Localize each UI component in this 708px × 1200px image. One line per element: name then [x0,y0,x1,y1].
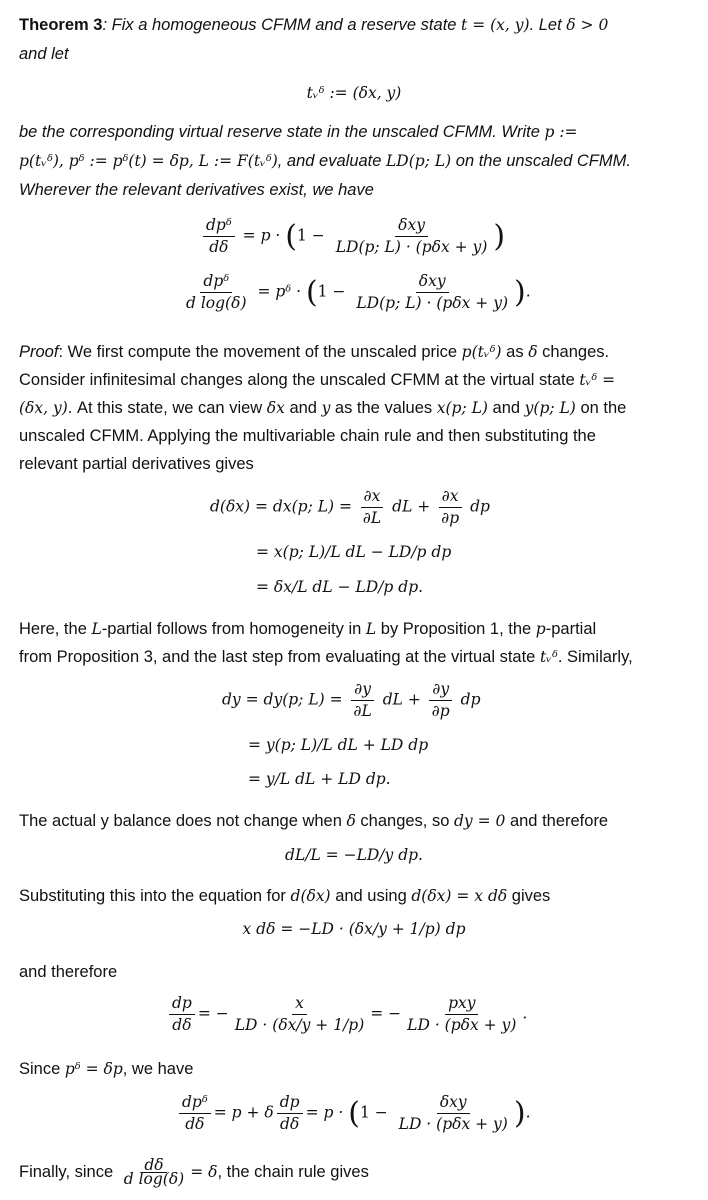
text-run: -partial [545,620,597,638]
fraction [360,487,384,528]
theorem-line-4 [19,147,691,176]
fraction-denominator: LD · (δx/y + 1/p) [234,1016,365,1034]
theorem-line-2: and let [19,45,69,63]
math-inline: dy = 0 [453,812,506,830]
math-inline: d(δx) = x dδ [411,887,508,905]
math-inline: tᵥᵟ = [579,371,616,389]
fraction-denominator: ∂p [431,702,450,720]
text-run: as [501,343,529,361]
fraction-numerator: dpᵟ [203,216,235,237]
math-inline: p := [544,123,578,141]
fraction-numerator: ∂y [351,680,374,701]
fraction [179,1093,211,1134]
math-inline: 1 − [359,1103,388,1122]
math-inline: y(p; L) [524,399,576,417]
equation-dp-dlog [180,272,531,313]
math-inline: LD(p; L) [386,152,452,170]
theorem-line-3 [19,118,691,147]
math-inline: δx [266,399,285,417]
math-inline: δ > 0 [566,16,609,34]
math-inline: = p · [305,1103,349,1122]
text-run: and therefore [505,812,609,830]
text-run: as the values [330,399,437,417]
fraction-numerator: ∂x [439,487,462,508]
fraction-denominator: d log(δ) [186,294,247,312]
text-run: changes. [537,343,610,361]
equation-dy [222,680,481,721]
math-inline: dL + [387,497,436,516]
fraction [183,272,250,313]
text-run: Fix a homogeneous CFMM and a reserve state [107,16,462,34]
equation-dp-ddelta [200,216,505,257]
math-inline: dL + [377,690,426,709]
fraction-denominator: LD · (pδx + y) [407,1016,517,1034]
text-run: The actual y balance does not change when [19,812,347,830]
math-inline: dp [465,497,490,516]
fraction-denominator: ∂L [353,702,372,720]
proof-line-3 [19,394,691,423]
text-run: gives [507,887,551,905]
math-inline: = − [197,1004,229,1023]
theorem-line-1 [19,11,691,40]
theorem-label: Theorem 3 [19,16,103,34]
math-inline: y [321,399,331,417]
proof-line-4: unscaled CFMM. Applying the multivariable chain rule and then substituting the [19,427,596,445]
math-inline: = δ [190,1163,218,1181]
math-inline: L [91,620,102,638]
fraction [333,216,491,257]
math-inline: d(δx) [290,887,331,905]
text-run: We first compute the movement of the unscaled price [63,343,462,361]
proof-line-11 [19,1055,691,1084]
text-run: Substituting this into the equation for [19,887,291,905]
fraction [169,994,195,1035]
math-inline: t = (x, y) [461,16,530,34]
math-inline: p(tᵥᵟ), pᵟ := pᵟ(t) = δp, L := F(tᵥᵟ) [19,152,278,170]
math-inline: (δx, y) [19,399,68,417]
fraction-numerator: dδ [141,1160,166,1173]
math-inline: tᵥᵟ [539,648,558,666]
text-run: Since [19,1060,65,1078]
fraction-numerator: dpᵟ [200,272,232,293]
fraction-numerator: δxy [395,216,428,237]
math-inline: δ [346,812,356,830]
theorem-label-colon: : [102,16,108,34]
equation-d-delta-x [210,487,490,528]
text-run: and [487,399,525,417]
text-run: . Let [529,16,567,34]
math-inline: d(δx) = dx(p; L) = [210,497,357,516]
proof-line-5: relevant partial derivatives gives [19,455,254,473]
equation-line: = y/L dL + LD dp. [248,770,391,788]
equation-dL-over-L: dL/L = −LD/y dp. [285,846,423,864]
math-inline: = pᵟ · [257,282,306,301]
fraction-numerator: δxy [416,272,449,293]
text-run: on the unscaled CFMM. [451,152,631,170]
proof-label: Proof [19,343,59,361]
text-run: be the corresponding virtual reserve state in the unscaled CFMM. Write [19,123,545,141]
fraction-denominator: dδ [280,1115,300,1133]
proof-line-8 [19,807,691,836]
fraction-numerator: ∂y [429,680,452,701]
text-run: . Similarly, [557,648,633,666]
math-inline: x(p; L) [436,399,488,417]
math-inline: p [535,620,546,638]
fraction [351,680,375,721]
fraction [429,680,453,721]
math-inline: pᵟ = δp [64,1060,123,1078]
fraction-denominator: LD(p; L) · (pδx + y) [335,238,488,256]
text-run: on the [575,399,627,417]
right-paren: ) [493,219,506,254]
math-inline: . [525,1103,531,1122]
equation-x-ddelta: x dδ = −LD · (δx/y + 1/p) dp [242,920,466,938]
fraction-numerator: ∂x [361,487,384,508]
fraction-numerator: δxy [437,1093,470,1114]
text-run: . At this state, we can view [67,399,267,417]
proof-line-9 [19,882,691,911]
math-inline: p(tᵥᵟ) [461,343,502,361]
proof-line-10: and therefore [19,963,118,981]
math-inline: 1 − [317,282,346,301]
proof-line-7 [19,643,691,672]
text-run: and [284,399,322,417]
math-inline: dy = dy(p; L) = [222,690,348,709]
math-inline: = p · [242,226,286,245]
text-run: and using [330,887,412,905]
text-run: , we have [122,1060,194,1078]
fraction-denominator: dδ [209,238,229,256]
fraction-denominator: LD(p; L) · (pδx + y) [356,294,509,312]
fraction-denominator: dδ [185,1115,205,1133]
math-inline: . [525,282,531,301]
equation-line: = δx/L dL − LD/p dp. [256,578,424,596]
left-paren: ( [348,1096,360,1131]
text-run: Finally, since [19,1163,118,1181]
text-run: by Proposition 1, the [376,620,536,638]
fraction [203,216,235,257]
text-run: Consider infinitesimal changes along the unscaled CFMM at the virtual state [19,371,580,389]
fraction-numerator: dp [169,994,195,1015]
text-run: from Proposition 3, and the last step from evaluating at the virtual state [19,648,540,666]
fraction [121,1156,188,1189]
proof-line-1 [19,338,691,367]
math-inline: 1 − [297,226,325,245]
math-inline: = − [370,1004,402,1023]
left-paren: ( [285,219,297,254]
fraction [277,1093,303,1134]
proof-line-2 [19,366,691,395]
fraction-numerator: dp [277,1093,303,1114]
math-inline: dp [455,690,481,709]
text-run: -partial follows from homogeneity in [101,620,366,638]
math-inline: . [522,1004,528,1023]
fraction [438,487,462,528]
math-inline: = p + δ [213,1103,274,1122]
fraction-numerator: dpᵟ [179,1093,211,1114]
fraction-numerator: x [292,994,307,1015]
fraction-numerator: pxy [445,994,478,1015]
fraction [404,994,519,1035]
text-run: Here, the [19,620,92,638]
fraction-denominator: d log(δ) [123,1170,185,1189]
fraction-denominator: dδ [172,1016,192,1034]
text-run: , the chain rule gives [217,1163,369,1181]
proof-line-12 [19,1158,691,1187]
left-paren: ( [305,275,318,310]
proof-line-6 [19,615,691,644]
math-inline: δ [528,343,538,361]
fraction-denominator: ∂L [362,509,382,527]
fraction [232,994,368,1035]
fraction [396,1093,511,1134]
text-run: : [58,343,64,361]
right-paren: ) [514,275,526,310]
theorem-line-5: Wherever the relevant derivatives exist, we have [19,181,374,199]
text-run: , and evaluate [277,152,387,170]
right-paren: ) [513,1096,526,1131]
equation-dp-ddelta-derived [166,994,527,1035]
equation-dp-delta-final [176,1093,531,1134]
text-run: changes, so [355,812,454,830]
fraction [353,272,511,313]
equation-virtual-state: tᵥᵟ := (δx, y) [306,84,402,102]
fraction-denominator: ∂p [441,509,460,527]
equation-line: = x(p; L)/L dL − LD/p dp [256,543,452,561]
math-inline: L [365,620,377,638]
equation-line: = y(p; L)/L dL + LD dp [248,736,429,754]
fraction-denominator: LD · (pδx + y) [398,1115,508,1133]
